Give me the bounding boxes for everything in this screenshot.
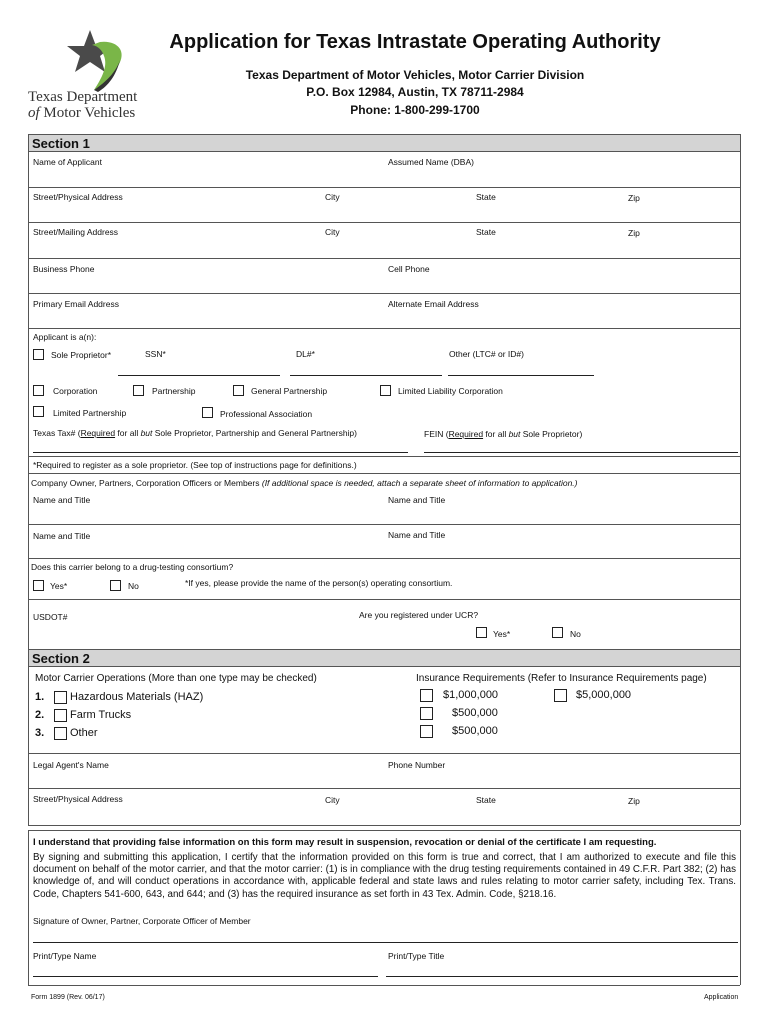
dl-input[interactable] [290, 375, 442, 376]
sole-proprietor-checkbox[interactable] [33, 349, 44, 360]
ins-5m-checkbox[interactable] [554, 689, 567, 702]
name-and-title-label: Name and Title [33, 495, 91, 505]
tax-text-1: Texas Tax# ( [33, 428, 81, 438]
cert-border-bottom [28, 985, 740, 986]
assumed-name-label: Assumed Name (DBA) [388, 157, 474, 167]
state-label: State [476, 192, 496, 202]
city-label: City [325, 227, 340, 237]
divider [28, 599, 740, 600]
drug-yes-checkbox[interactable] [33, 580, 44, 591]
section-2-title: Section 2 [32, 651, 90, 666]
other-ltc-input[interactable] [448, 375, 594, 376]
partnership-checkbox[interactable] [133, 385, 144, 396]
street-physical-label: Street/Physical Address [33, 192, 123, 202]
po-box-line: P.O. Box 12984, Austin, TX 78711-2984 [306, 85, 524, 99]
ins-500k-checkbox[interactable] [420, 707, 433, 720]
primary-email-label: Primary Email Address [33, 299, 119, 309]
fein-required: Required [448, 429, 484, 439]
agent-street-label: Street/Physical Address [33, 794, 123, 804]
cert-border-right [740, 830, 741, 985]
divider [28, 293, 740, 294]
state-label: State [476, 227, 496, 237]
fein-text-2: for all [483, 429, 509, 439]
drug-yes-label: Yes* [50, 581, 68, 591]
section-2-header [28, 649, 741, 667]
print-title-label: Print/Type Title [388, 951, 445, 961]
partnership-label: Partnership [152, 386, 196, 396]
certification-body: By signing and submitting this application, I certify that the information provided on this form is true and correct, that I am authorized to execute and file this document on behalf of the motor carrier, and that the motor carrier: (1) is in compliance with the drug testing requirements contained in 49 C.F.R. Part 382; (2) has knowledge of, and will conduct operations in accordance with, applicable federal and state laws and rules relating to motor carrier safety, including Tex. Trans. Code, Chapters 541-600, 643, and 644; and (3) has the required insurance as set forth in 43 Tex. Admin. Code, §218.16. [33, 852, 736, 900]
fein-but: but [508, 429, 521, 439]
name-and-title-label: Name and Title [388, 495, 446, 505]
cert-border-top [28, 830, 740, 831]
ins-500k-2-label: $500,000 [452, 725, 498, 737]
fein-label [424, 429, 582, 439]
llc-checkbox[interactable] [380, 385, 391, 396]
drug-note: *If yes, please provide the name of the person(s) operating consortium. [185, 578, 453, 588]
professional-association-label: Professional Association [220, 409, 313, 419]
name-and-title-label: Name and Title [33, 531, 91, 541]
section-1-header [28, 134, 741, 152]
ins-5m-label: $5,000,000 [576, 689, 632, 701]
ins-1m-checkbox[interactable] [420, 689, 433, 702]
zip-label: Zip [628, 193, 640, 203]
farm-trucks-label: Farm Trucks [70, 709, 132, 721]
fein-input[interactable] [424, 452, 738, 453]
tax-but: but [140, 428, 153, 438]
logo-text-of: of [28, 105, 40, 121]
section-2-border-left [28, 667, 29, 825]
owners-header [31, 478, 578, 488]
drug-no-label: No [128, 581, 139, 591]
ucr-no-label: No [570, 629, 581, 639]
applicant-is-label: Applicant is a(n): [33, 332, 97, 342]
operations-header: Motor Carrier Operations (More than one type may be checked) [35, 673, 317, 684]
phone-number-label: Phone Number [388, 760, 446, 770]
name-and-title-label: Name and Title [388, 530, 446, 540]
phone-line: Phone: 1-800-299-1700 [350, 103, 480, 117]
agent-state-label: State [476, 795, 496, 805]
signature-label: Signature of Owner, Partner, Corporate Officer of Member [33, 916, 251, 926]
professional-association-checkbox[interactable] [202, 407, 213, 418]
ucr-yes-checkbox[interactable] [476, 627, 487, 638]
limited-partnership-checkbox[interactable] [33, 406, 44, 417]
corporation-label: Corporation [53, 386, 98, 396]
section-1-border-right [740, 152, 741, 649]
page-title: Application for Texas Intrastate Operating Authority [169, 31, 661, 53]
ucr-yes-label: Yes* [493, 629, 511, 639]
ucr-question: Are you registered under UCR? [359, 610, 479, 620]
op-2-number: 2. [35, 709, 45, 721]
divider [28, 753, 740, 754]
divider [28, 258, 740, 259]
other-op-label: Other [70, 727, 98, 739]
divider [28, 825, 740, 826]
name-of-applicant-label: Name of Applicant [33, 157, 102, 167]
fein-text-1: FEIN ( [424, 429, 449, 439]
ssn-label: SSN* [145, 349, 166, 359]
divider [28, 456, 740, 457]
alternate-email-label: Alternate Email Address [388, 299, 479, 309]
llc-label: Limited Liability Corporation [398, 386, 503, 396]
tax-text-3: Sole Proprietor, Partnership and General Partnership) [152, 428, 357, 438]
general-partnership-checkbox[interactable] [233, 385, 244, 396]
divider [28, 222, 740, 223]
hazmat-label: Hazardous Materials (HAZ) [70, 691, 204, 703]
print-title-input[interactable] [386, 976, 738, 977]
general-partnership-label: General Partnership [251, 386, 328, 396]
print-name-label: Print/Type Name [33, 951, 97, 961]
op-1-number: 1. [35, 691, 45, 703]
corporation-checkbox[interactable] [33, 385, 44, 396]
section-1-title: Section 1 [32, 136, 90, 151]
cert-border-left [28, 830, 29, 985]
ins-500k-label: $500,000 [452, 707, 498, 719]
sole-proprietor-note: *Required to register as a sole proprietor. (See top of instructions page for definitions.) [33, 460, 357, 470]
business-phone-label: Business Phone [33, 264, 95, 274]
logo-text-mv: Motor Vehicles [43, 105, 136, 121]
city-label: City [325, 192, 340, 202]
agent-city-label: City [325, 795, 340, 805]
tax-required: Required [80, 428, 116, 438]
fein-text-3: Sole Proprietor) [520, 429, 583, 439]
agent-zip-label: Zip [628, 796, 640, 806]
ssn-input[interactable] [118, 375, 280, 376]
texas-tax-input[interactable] [33, 452, 408, 453]
dl-label: DL#* [296, 349, 315, 359]
street-mailing-label: Street/Mailing Address [33, 227, 119, 237]
tax-text-2: for all [115, 428, 141, 438]
print-name-input[interactable] [33, 976, 378, 977]
cell-phone-label: Cell Phone [388, 264, 430, 274]
op-3-number: 3. [35, 727, 45, 739]
divider [28, 473, 740, 474]
drug-no-checkbox[interactable] [110, 580, 121, 591]
drug-consortium-question: Does this carrier belong to a drug-testing consortium? [31, 562, 234, 572]
form-number: Form 1899 (Rev. 06/17) [31, 994, 105, 1001]
divider [28, 524, 740, 525]
zip-label: Zip [628, 228, 640, 238]
sole-proprietor-label: Sole Proprietor* [51, 350, 112, 360]
divider [28, 558, 740, 559]
other-op-checkbox[interactable] [54, 727, 67, 740]
divider [28, 187, 740, 188]
divider [28, 328, 740, 329]
signature-input[interactable] [33, 942, 738, 943]
legal-agent-label: Legal Agent's Name [33, 760, 109, 770]
section-1-border-left [28, 152, 29, 649]
ins-500k-2-checkbox[interactable] [420, 725, 433, 738]
texas-tax-label [33, 428, 357, 438]
department-line: Texas Department of Motor Vehicles, Motor Carrier Division [245, 68, 585, 82]
owners-italic: (If additional space is needed, attach a separate sheet of information to application.) [261, 478, 578, 488]
divider [28, 788, 740, 789]
certification-warning: I understand that providing false information on this form may result in suspension, revocation or denial of the certificate I am requesting. [33, 837, 657, 848]
footer-label: Application [704, 994, 739, 1001]
owners-text: Company Owner, Partners, Corporation Officers or Members [31, 478, 262, 488]
section-2-border-right [740, 667, 741, 825]
insurance-header: Insurance Requirements (Refer to Insurance Requirements page) [416, 673, 707, 684]
logo-text-line1: Texas Department [28, 89, 138, 105]
other-ltc-label: Other (LTC# or ID#) [449, 349, 524, 359]
ins-1m-label: $1,000,000 [443, 689, 499, 701]
limited-partnership-label: Limited Partnership [53, 408, 127, 418]
farm-trucks-checkbox[interactable] [54, 709, 67, 722]
hazmat-checkbox[interactable] [54, 691, 67, 704]
usdot-label: USDOT# [33, 612, 68, 622]
ucr-no-checkbox[interactable] [552, 627, 563, 638]
